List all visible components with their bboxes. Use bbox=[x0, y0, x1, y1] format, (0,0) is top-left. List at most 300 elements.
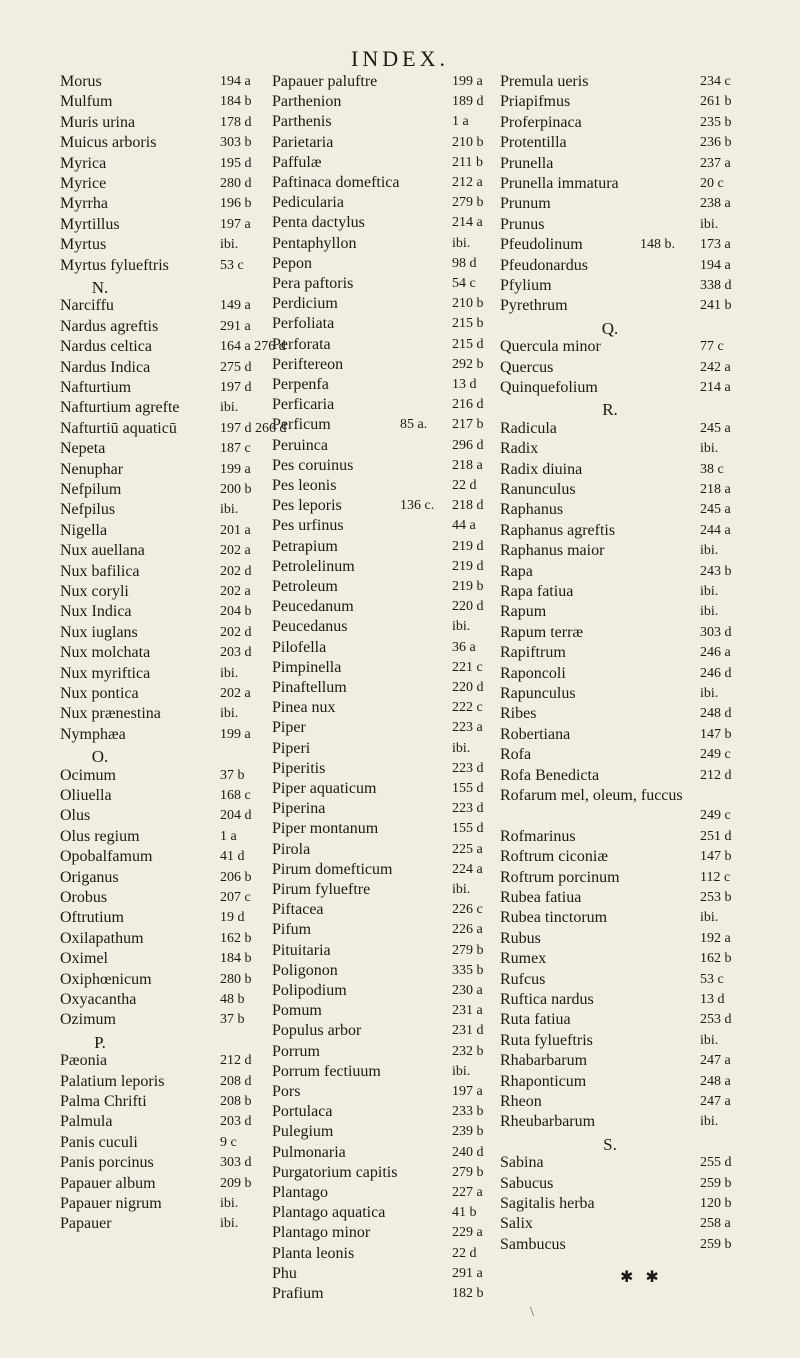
entry-page-ref: 224 a bbox=[452, 862, 483, 877]
entry-page-ref: 41 d bbox=[220, 849, 245, 864]
entry-page-ref: 214 a bbox=[452, 215, 483, 230]
entry-term: Purgatorium capitis bbox=[272, 1164, 398, 1181]
entry-page-ref: 54 c bbox=[452, 276, 476, 291]
entry-page-ref: 173 a bbox=[700, 237, 731, 252]
index-entry bbox=[60, 358, 270, 378]
entry-page-ref: 225 a bbox=[452, 842, 483, 857]
entry-term: Premula ueris bbox=[500, 73, 589, 90]
entry-page-ref: 22 d bbox=[452, 1246, 477, 1261]
index-entry bbox=[500, 480, 740, 500]
index-entry bbox=[272, 72, 494, 92]
entry-page-ref: 147 b bbox=[700, 727, 732, 742]
entry-term: Salix bbox=[500, 1215, 533, 1232]
index-entry bbox=[272, 496, 494, 516]
entry-term: Prunum bbox=[500, 195, 551, 212]
entry-term: Pera paftoris bbox=[272, 275, 354, 292]
entry-page-ref: ibi. bbox=[452, 619, 471, 634]
entry-term: Rheon bbox=[500, 1093, 542, 1110]
entry-term: Rapum terræ bbox=[500, 624, 584, 641]
entry-term: Petroleum bbox=[272, 578, 338, 595]
entry-term: Nafturtiū aquaticū bbox=[60, 420, 177, 437]
entry-term: Nigella bbox=[60, 522, 108, 539]
entry-page-ref: 226 a bbox=[452, 922, 483, 937]
entry-page-ref: ibi. bbox=[220, 237, 239, 252]
index-entry bbox=[60, 908, 270, 928]
entry-term: Pirola bbox=[272, 841, 311, 858]
index-entry bbox=[272, 981, 494, 1001]
entry-page-ref: 202 d bbox=[220, 564, 252, 579]
entry-term: Pes coruinus bbox=[272, 457, 354, 474]
entry-term: Phu bbox=[272, 1265, 297, 1282]
index-entry bbox=[272, 1203, 494, 1223]
entry-page-ref: 195 d bbox=[220, 156, 252, 171]
index-entry bbox=[272, 537, 494, 557]
entry-page-ref: ibi. bbox=[700, 543, 719, 558]
entry-page-ref: ibi. bbox=[700, 686, 719, 701]
entry-term: Rheubarbarum bbox=[500, 1113, 596, 1130]
entry-page-ref: 235 b bbox=[700, 115, 732, 130]
entry-page-ref: 215 b bbox=[452, 316, 484, 331]
index-entry bbox=[272, 920, 494, 940]
index-entry bbox=[500, 541, 740, 561]
index-entry bbox=[500, 602, 740, 622]
entry-term: Pimpinella bbox=[272, 659, 342, 676]
index-entry bbox=[272, 658, 494, 678]
entry-page-ref: 77 c bbox=[700, 339, 724, 354]
entry-page-ref: 296 d bbox=[452, 438, 484, 453]
entry-term: Proferpinaca bbox=[500, 114, 582, 131]
entry-term: Sabina bbox=[500, 1154, 544, 1171]
entry-page-ref: 251 d bbox=[700, 829, 732, 844]
entry-page-ref: 44 a bbox=[452, 518, 476, 533]
entry-page-ref: 246 d bbox=[700, 666, 732, 681]
entry-page-ref: 279 b bbox=[452, 943, 484, 958]
entry-term: Perforata bbox=[272, 336, 331, 353]
entry-term: Planta leonis bbox=[272, 1245, 355, 1262]
index-entry bbox=[272, 759, 494, 779]
entry-page-ref: 238 a bbox=[700, 196, 731, 211]
entry-term: Raphanus agreftis bbox=[500, 522, 616, 539]
index-entry bbox=[60, 582, 270, 602]
entry-term: Papauer bbox=[60, 1215, 112, 1232]
entry-page-ref: 162 b bbox=[700, 951, 732, 966]
index-entry bbox=[500, 439, 740, 459]
entry-term: Oftrutium bbox=[60, 909, 124, 926]
index-entry bbox=[60, 1092, 270, 1112]
entry-page-ref: 216 d bbox=[452, 397, 484, 412]
entry-term: Pes leonis bbox=[272, 477, 337, 494]
entry-page-ref: 208 b bbox=[220, 1094, 252, 1109]
entry-page-ref: 112 c bbox=[700, 870, 731, 885]
entry-term: Palmula bbox=[60, 1113, 113, 1130]
index-entry bbox=[272, 1143, 494, 1163]
entry-term: Perfoliata bbox=[272, 315, 335, 332]
entry-page-ref: 259 b bbox=[700, 1237, 732, 1252]
entry-page-ref: 247 a bbox=[700, 1053, 731, 1068]
entry-page-ref: 48 b bbox=[220, 992, 245, 1007]
entry-page-ref: 223 d bbox=[452, 801, 484, 816]
index-entry bbox=[272, 1062, 494, 1082]
index-entry bbox=[60, 235, 270, 255]
entry-page-ref: 13 d bbox=[700, 992, 725, 1007]
index-entry bbox=[272, 153, 494, 173]
index-entry bbox=[500, 970, 740, 990]
entry-page-ref: 247 a bbox=[700, 1094, 731, 1109]
index-entry bbox=[272, 1082, 494, 1102]
section-letter: Q. bbox=[601, 319, 619, 338]
index-entry bbox=[500, 194, 740, 214]
entry-term: Nux coryli bbox=[60, 583, 129, 600]
entry-term: Rapa fatiua bbox=[500, 583, 574, 600]
entry-page-ref: 222 c bbox=[452, 700, 483, 715]
page-mark: \ bbox=[530, 1305, 534, 1320]
index-entry bbox=[500, 174, 740, 194]
entry-page-ref: 259 b bbox=[700, 1176, 732, 1191]
entry-page-ref: 240 d bbox=[452, 1145, 484, 1160]
index-entry bbox=[500, 1010, 740, 1030]
entry-page-ref: 245 a bbox=[700, 502, 731, 517]
index-entry bbox=[272, 1183, 494, 1203]
entry-page-ref: 239 b bbox=[452, 1124, 484, 1139]
index-entry bbox=[272, 900, 494, 920]
entry-page-ref: 248 d bbox=[700, 706, 732, 721]
entry-term: Pfeudonardus bbox=[500, 257, 588, 274]
index-entry bbox=[60, 113, 270, 133]
entry-page-ref: 200 b bbox=[220, 482, 252, 497]
entry-page-ref: 19 d bbox=[220, 910, 245, 925]
index-entry bbox=[272, 1163, 494, 1183]
entry-page-ref: 197 d 266 d bbox=[220, 421, 287, 436]
index-entry bbox=[500, 1072, 740, 1092]
entry-page-ref: 182 b bbox=[452, 1286, 484, 1301]
entry-term: Rapiftrum bbox=[500, 644, 566, 661]
entry-cross-ref: 136 c. bbox=[400, 498, 435, 513]
entry-term: Nefpilum bbox=[60, 481, 122, 498]
entry-term: Perpenfa bbox=[272, 376, 329, 393]
index-entry bbox=[272, 961, 494, 981]
entry-page-ref: 204 d bbox=[220, 808, 252, 823]
index-entry bbox=[500, 908, 740, 928]
index-entry bbox=[272, 1021, 494, 1041]
entry-page-ref: 303 d bbox=[700, 625, 732, 640]
entry-term: Oliuella bbox=[60, 787, 112, 804]
section-letter: N. bbox=[91, 278, 109, 297]
index-entry bbox=[500, 1174, 740, 1194]
index-entry bbox=[500, 521, 740, 541]
index-entry bbox=[60, 1051, 270, 1071]
entry-term: Piperina bbox=[272, 800, 326, 817]
entry-term: Penta dactylus bbox=[272, 214, 365, 231]
index-entry bbox=[60, 990, 270, 1010]
index-entry bbox=[272, 92, 494, 112]
index-entry bbox=[272, 840, 494, 860]
index-entry bbox=[272, 638, 494, 658]
index-entry bbox=[272, 456, 494, 476]
index-entry bbox=[60, 664, 270, 684]
index-entry bbox=[60, 337, 286, 357]
index-entry bbox=[60, 929, 270, 949]
entry-term: Perdicium bbox=[272, 295, 338, 312]
entry-term: Pes leporis bbox=[272, 497, 342, 514]
index-entry bbox=[272, 335, 494, 355]
entry-term: Myrtillus bbox=[60, 216, 120, 233]
entry-page-ref: 98 d bbox=[452, 256, 477, 271]
index-entry bbox=[500, 949, 740, 969]
entry-page-ref: 226 c bbox=[452, 902, 483, 917]
entry-term: Radicula bbox=[500, 420, 557, 437]
entry-term: Rumex bbox=[500, 950, 547, 967]
index-entry bbox=[60, 643, 270, 663]
index-entry bbox=[272, 1102, 494, 1122]
entry-term: Parthenion bbox=[272, 93, 342, 110]
index-entry bbox=[272, 577, 494, 597]
entry-page-ref: 189 d bbox=[452, 94, 484, 109]
index-entry bbox=[500, 235, 740, 255]
entry-term: Prunus bbox=[500, 216, 545, 233]
entry-term: Panis porcinus bbox=[60, 1154, 154, 1171]
entry-term: Raponcoli bbox=[500, 665, 566, 682]
entry-page-ref: 338 d bbox=[700, 278, 732, 293]
index-entry bbox=[500, 337, 740, 357]
index-entry bbox=[60, 786, 270, 806]
section-letter: O. bbox=[91, 747, 109, 766]
entry-page-ref: 155 d bbox=[452, 821, 484, 836]
entry-page-ref: 199 a bbox=[220, 727, 251, 742]
index-entry bbox=[272, 234, 494, 254]
index-entry bbox=[500, 1051, 740, 1071]
index-entry bbox=[60, 215, 270, 235]
index-entry bbox=[272, 375, 494, 395]
entry-page-ref: 208 d bbox=[220, 1074, 252, 1089]
entry-term: Pinaftellum bbox=[272, 679, 347, 696]
entry-term: Rhaponticum bbox=[500, 1073, 587, 1090]
index-entry bbox=[272, 819, 494, 839]
index-entry bbox=[60, 949, 270, 969]
index-entry bbox=[60, 378, 270, 398]
index-entry bbox=[272, 355, 494, 375]
entry-term: Narciffu bbox=[60, 297, 114, 314]
entry-page-ref: 207 c bbox=[220, 890, 251, 905]
index-entry bbox=[500, 296, 740, 316]
entry-term: Robertiana bbox=[500, 726, 571, 743]
entry-term: Portulaca bbox=[272, 1103, 333, 1120]
index-entry bbox=[60, 847, 270, 867]
entry-term: Pfylium bbox=[500, 277, 552, 294]
index-entry bbox=[60, 419, 287, 439]
entry-page-ref: 303 d bbox=[220, 1155, 252, 1170]
entry-term: Ruta fylueftris bbox=[500, 1032, 593, 1049]
index-entry bbox=[500, 664, 740, 684]
entry-term: Ranunculus bbox=[500, 481, 576, 498]
index-entry bbox=[500, 1092, 740, 1112]
entry-term: Roftrum ciconiæ bbox=[500, 848, 608, 865]
entry-page-ref: 245 a bbox=[700, 421, 731, 436]
index-entry bbox=[500, 72, 740, 92]
entry-page-ref: 248 a bbox=[700, 1074, 731, 1089]
entry-term: Parthenis bbox=[272, 113, 332, 130]
entry-term: Pulegium bbox=[272, 1123, 334, 1140]
entry-term: Pyrethrum bbox=[500, 297, 568, 314]
index-entry bbox=[272, 1001, 494, 1021]
entry-page-ref: 232 b bbox=[452, 1044, 484, 1059]
index-entry bbox=[272, 395, 494, 415]
entry-term: Perficaria bbox=[272, 396, 335, 413]
entry-page-ref: 249 c bbox=[700, 808, 731, 823]
section-letter: R. bbox=[602, 400, 618, 419]
entry-page-ref: 202 d bbox=[220, 625, 252, 640]
entry-page-ref: 236 b bbox=[700, 135, 732, 150]
entry-page-ref: 244 a bbox=[700, 523, 731, 538]
entry-page-ref: 184 b bbox=[220, 951, 252, 966]
entry-term: Petrolelinum bbox=[272, 558, 355, 575]
index-entry bbox=[60, 317, 270, 337]
entry-page-ref: 211 b bbox=[452, 155, 483, 170]
entry-page-ref: ibi. bbox=[700, 217, 719, 232]
index-entry bbox=[60, 174, 270, 194]
index-entry bbox=[272, 880, 494, 900]
entry-term: Panis cuculi bbox=[60, 1134, 138, 1151]
entry-term: Origanus bbox=[60, 869, 119, 886]
entry-term: Prunella bbox=[500, 155, 554, 172]
entry-page-ref: 201 a bbox=[220, 523, 251, 538]
entry-term: Peucedanus bbox=[272, 618, 348, 635]
entry-term: Pfeudolinum bbox=[500, 236, 583, 253]
entry-term: Sabucus bbox=[500, 1175, 554, 1192]
entry-term: Piper aquaticum bbox=[272, 780, 377, 797]
entry-page-ref: ibi. bbox=[220, 706, 239, 721]
entry-term: Nardus celtica bbox=[60, 338, 152, 355]
entry-term: Orobus bbox=[60, 889, 108, 906]
entry-page-ref: ibi. bbox=[700, 441, 719, 456]
entry-page-ref: 41 b bbox=[452, 1205, 477, 1220]
entry-page-ref: 149 a bbox=[220, 298, 251, 313]
entry-page-ref: 197 a bbox=[452, 1084, 483, 1099]
index-entry bbox=[60, 439, 270, 459]
entry-term: Pulmonaria bbox=[272, 1144, 346, 1161]
index-entry bbox=[272, 678, 494, 698]
index-entry bbox=[60, 72, 270, 92]
index-entry bbox=[500, 133, 740, 153]
entry-page-ref: 196 b bbox=[220, 196, 252, 211]
index-entry bbox=[60, 684, 270, 704]
entry-page-ref: 255 d bbox=[700, 1155, 732, 1170]
index-entry bbox=[272, 314, 494, 334]
index-entry bbox=[272, 557, 494, 577]
index-entry bbox=[60, 1194, 270, 1214]
index-entry bbox=[60, 1010, 270, 1030]
entry-term: Peruinca bbox=[272, 437, 328, 454]
entry-page-ref: 219 d bbox=[452, 539, 484, 554]
entry-term: Prafium bbox=[272, 1285, 324, 1302]
entry-term: Rapum bbox=[500, 603, 547, 620]
entry-page-ref: 187 c bbox=[220, 441, 251, 456]
entry-term: Papauer paluftre bbox=[272, 73, 378, 90]
entry-term: Rapunculus bbox=[500, 685, 576, 702]
index-entry bbox=[60, 480, 270, 500]
entry-term: Pæonia bbox=[60, 1052, 108, 1069]
index-entry bbox=[500, 990, 740, 1010]
entry-cross-ref: 148 b. bbox=[640, 237, 675, 252]
index-entry bbox=[60, 1214, 270, 1234]
index-entry bbox=[500, 1194, 740, 1214]
entry-page-ref: 243 b bbox=[700, 564, 732, 579]
entry-page-ref: 13 d bbox=[452, 377, 477, 392]
index-entry bbox=[272, 860, 494, 880]
entry-term: Radix diuina bbox=[500, 461, 583, 478]
index-entry bbox=[500, 460, 740, 480]
index-entry bbox=[500, 1112, 740, 1132]
entry-term: Rofmarinus bbox=[500, 828, 576, 845]
entry-page-ref: 202 a bbox=[220, 686, 251, 701]
entry-term: Poligonon bbox=[272, 962, 338, 979]
entry-term: Rofa Benedicta bbox=[500, 767, 600, 784]
index-entry bbox=[500, 1235, 740, 1255]
entry-term: Pes urfinus bbox=[272, 517, 344, 534]
entry-page-ref: 291 a bbox=[220, 319, 251, 334]
index-entry bbox=[500, 643, 740, 663]
entry-term: Myrrha bbox=[60, 195, 108, 212]
entry-term: Protentilla bbox=[500, 134, 567, 151]
index-entry bbox=[500, 358, 740, 378]
entry-page-ref: 231 a bbox=[452, 1003, 483, 1018]
index-entry bbox=[272, 173, 494, 193]
entry-term: Nux prænestina bbox=[60, 705, 161, 722]
entry-page-ref: 203 d bbox=[220, 1114, 252, 1129]
index-entry bbox=[272, 1042, 494, 1062]
entry-term: Piftacea bbox=[272, 901, 324, 918]
entry-page-ref: 194 a bbox=[220, 74, 251, 89]
entry-page-ref: 199 a bbox=[452, 74, 483, 89]
entry-page-ref: 20 c bbox=[700, 176, 724, 191]
entry-page-ref: 261 b bbox=[700, 94, 732, 109]
entry-page-ref: 291 a bbox=[452, 1266, 483, 1281]
entry-term: Parietaria bbox=[272, 134, 334, 151]
entry-term: Rofarum mel, oleum, fuccus bbox=[500, 787, 683, 804]
entry-page-ref: 253 d bbox=[700, 1012, 732, 1027]
entry-page-ref: ibi. bbox=[220, 666, 239, 681]
entry-term: Priapifmus bbox=[500, 93, 571, 110]
entry-term: Populus arbor bbox=[272, 1022, 362, 1039]
entry-term: Pepon bbox=[272, 255, 312, 272]
index-entry bbox=[272, 294, 494, 314]
entry-page-ref: 162 b bbox=[220, 931, 252, 946]
entry-page-ref: 210 b bbox=[452, 135, 484, 150]
entry-page-ref: 210 b bbox=[452, 296, 484, 311]
entry-term: Pifum bbox=[272, 921, 312, 938]
entry-page-ref: 227 a bbox=[452, 1185, 483, 1200]
entry-page-ref: 38 c bbox=[700, 462, 724, 477]
entry-term: Polipodium bbox=[272, 982, 347, 999]
entry-page-ref: 231 d bbox=[452, 1023, 484, 1038]
index-entry bbox=[500, 1031, 740, 1051]
entry-page-ref: 303 b bbox=[220, 135, 252, 150]
entry-term: Prunella immatura bbox=[500, 175, 619, 192]
entry-page-ref: ibi. bbox=[700, 1114, 719, 1129]
entry-term: Ruftica nardus bbox=[500, 991, 594, 1008]
entry-page-ref: 233 b bbox=[452, 1104, 484, 1119]
entry-page-ref: 218 d bbox=[452, 498, 484, 513]
entry-page-ref: 234 c bbox=[700, 74, 731, 89]
entry-page-ref: 292 b bbox=[452, 357, 484, 372]
index-entry bbox=[272, 597, 494, 617]
entry-term: Papauer nigrum bbox=[60, 1195, 162, 1212]
index-entry bbox=[500, 582, 740, 602]
entry-term: Nux iuglans bbox=[60, 624, 138, 641]
section-letter: S. bbox=[603, 1135, 617, 1154]
entry-term: Pentaphyllon bbox=[272, 235, 357, 252]
entry-term: Myrtus fylueftris bbox=[60, 257, 169, 274]
index-entry bbox=[500, 868, 740, 888]
